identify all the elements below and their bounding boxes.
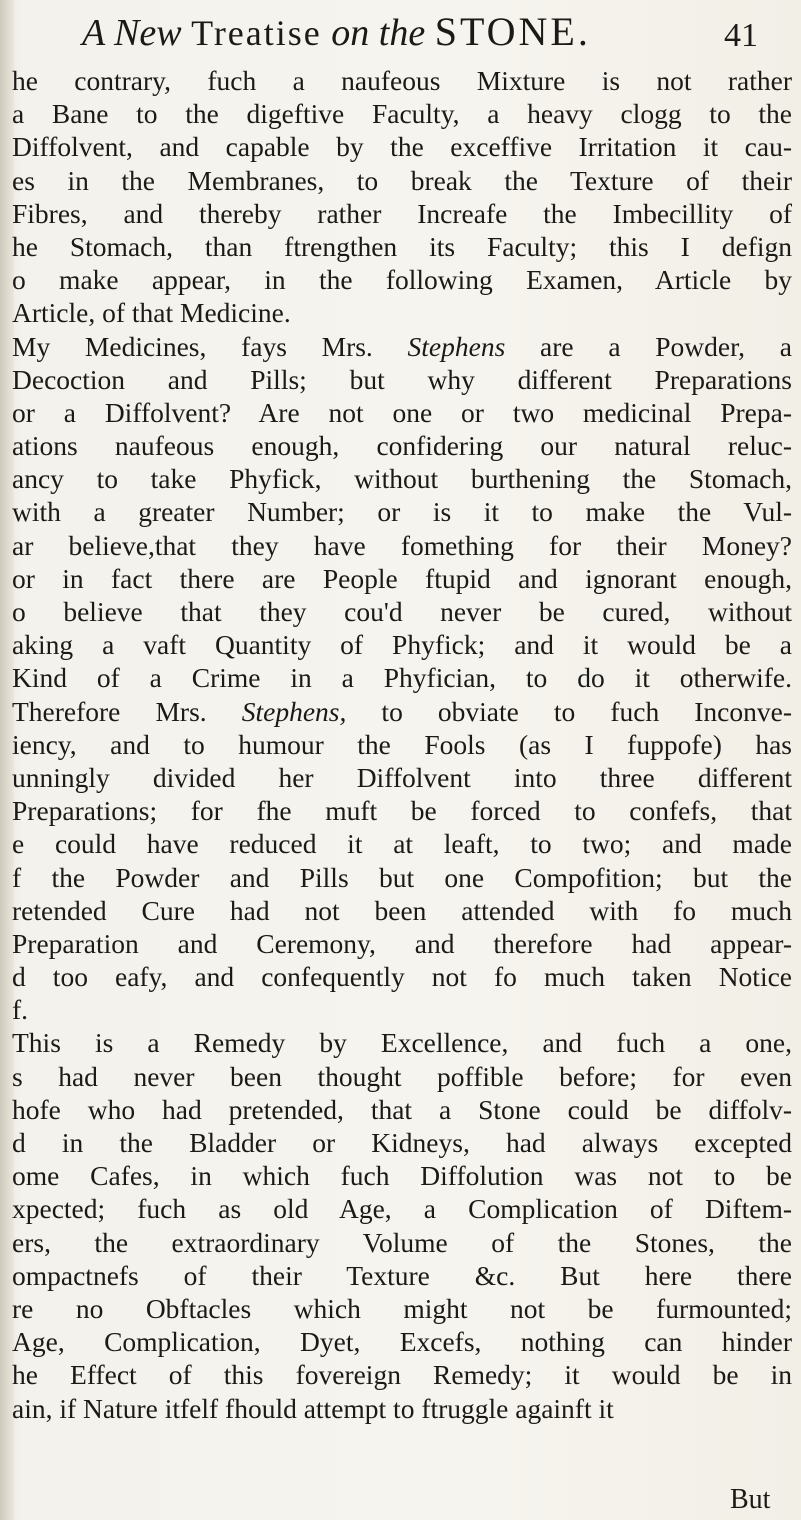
text-line: o believe that they cou'd never be cured, without	[12, 596, 792, 627]
text-line: e could have reduced it at leaft, to two; and made	[12, 828, 792, 860]
text-line: Kind of a Crime in a Phyfician, to do it otherwife.	[12, 662, 792, 694]
header-stone: STONE.	[434, 9, 591, 54]
text-line: ar believe,that they have fomething for their Money?	[12, 529, 792, 561]
header-treatise: Treatise	[191, 13, 322, 53]
text-line: hofe who had pretended, that a Stone could be diffolv-	[12, 1093, 792, 1125]
text-line: he Effect of this fovereign Remedy; it would be in	[12, 1359, 792, 1391]
text-line: Preparations; for fhe muft be forced to confefs, that	[12, 795, 792, 827]
text-line: ancy to take Phyfick, without burthening the Stomach,	[12, 463, 792, 495]
text-line: Decoction and Pills; but why different Preparations	[12, 363, 792, 395]
header-the: the	[378, 12, 426, 54]
text-line: xpected; fuch as old Age, a Complication of Diftem-	[12, 1193, 792, 1225]
text-line: My Medicines, fays Mrs. Stephens are a Powder, a	[12, 330, 792, 362]
text-line: Fibres, and thereby rather Increafe the Imbecillity of	[12, 197, 792, 229]
text-line: he contrary, fuch a naufeous Mixture is not rather	[12, 65, 792, 96]
page-number: 41	[724, 17, 758, 54]
catchword: But	[730, 1484, 771, 1515]
text-line: aking a vaft Quantity of Phyfick; and it would be a	[12, 629, 792, 661]
text-line: o make appear, in the following Examen, Article by	[12, 264, 792, 296]
name-stephens: Stephens,	[241, 695, 347, 727]
text-line: retended Cure had not been attended with fo much	[12, 894, 792, 926]
header-on: on	[331, 12, 370, 54]
text-line: ompactnefs of their Texture &c. But here there	[12, 1259, 792, 1291]
text-line: ain, if Nature itfelf fhould attempt to ftruggle againft it	[12, 1392, 614, 1424]
text-line: Preparation and Ceremony, and therefore had appear-	[12, 927, 792, 959]
text-line: s had never been thought poffible before; for even	[12, 1060, 792, 1092]
text-line: d too eafy, and confequently not fo much taken Notice	[12, 961, 792, 993]
text-line: f the Powder and Pills but one Compofition; but the	[12, 861, 792, 893]
text-line: d in the Bladder or Kidneys, had always excepted	[12, 1127, 792, 1158]
text-line: es in the Membranes, to break the Texture of their	[12, 164, 792, 196]
text-line: Age, Complication, Dyet, Excefs, nothing can hinder	[12, 1326, 792, 1358]
body-text	[12, 64, 792, 1425]
text-line: ers, the extraordinary Volume of the Stones, the	[12, 1226, 792, 1258]
name-stephens: Stephens	[407, 330, 506, 362]
text-line: Therefore Mrs. Stephens, to obviate to fuch Inconve-	[12, 695, 792, 727]
running-header	[82, 6, 782, 58]
text-line: f.	[12, 994, 29, 1026]
text-line: Diffolvent, and capable by the exceffive Irritation it cau-	[12, 131, 792, 163]
text-line: This is a Remedy by Excellence, and fuch a one,	[12, 1027, 792, 1059]
text-line: ome Cafes, in which fuch Diffolution was not to be	[12, 1160, 792, 1192]
text-line: iency, and to humour the Fools (as I fuppofe) has	[12, 728, 792, 760]
text-line: ations naufeous enough, confidering our natural reluc-	[12, 430, 792, 462]
text-line: or in fact there are People ftupid and ignorant enough,	[12, 562, 792, 594]
text-line: unningly divided her Diffolvent into three different	[12, 761, 792, 793]
text-line: or a Diffolvent? Are not one or two medicinal Prepa-	[12, 396, 792, 428]
text-line: re no Obftacles which might not be furmounted;	[12, 1292, 792, 1324]
header-prefix: A New	[82, 12, 182, 54]
text-line: Article, of that Medicine.	[12, 297, 291, 329]
text-line: a Bane to the digeftive Faculty, a heavy clogg to the	[12, 98, 792, 130]
text-line: with a greater Number; or is it to make the Vul-	[12, 496, 792, 528]
text-line: he Stomach, than ftrengthen its Faculty; this I defign	[12, 230, 792, 262]
